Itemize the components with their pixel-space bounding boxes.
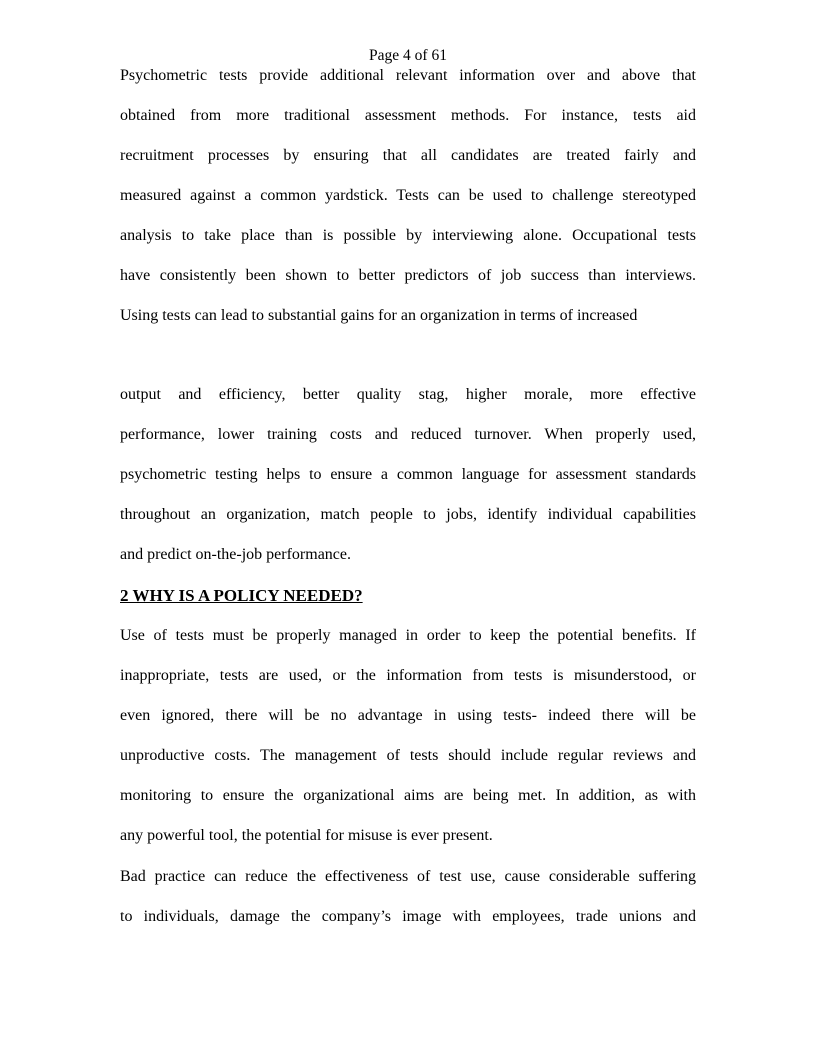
paragraph-line: Bad practice can reduce the effectiveness of test use, cause considerable suffering	[120, 868, 696, 885]
paragraph-line: obtained from more traditional assessment methods. For instance, tests aid	[120, 107, 696, 124]
paragraph-policy-need	[120, 616, 696, 856]
paragraph-psychometric-tests	[120, 56, 696, 336]
paragraph-benefits-continued	[120, 375, 696, 575]
paragraph-line: any powerful tool, the potential for misuse is ever present.	[120, 827, 493, 844]
paragraph-line: throughout an organization, match people to jobs, identify individual capabilities	[120, 506, 696, 523]
paragraph-line: to individuals, damage the company’s image with employees, trade unions and	[120, 908, 696, 925]
section-heading: 2 WHY IS A POLICY NEEDED?	[120, 586, 363, 605]
paragraph-line: measured against a common yardstick. Tests can be used to challenge stereotyped	[120, 187, 696, 204]
paragraph-line: Using tests can lead to substantial gains for an organization in terms of increased	[120, 307, 638, 324]
paragraph-line: performance, lower training costs and reduced turnover. When properly used,	[120, 426, 696, 443]
paragraph-line: output and efficiency, better quality stag, higher morale, more effective	[120, 386, 696, 403]
paragraph-line: recruitment processes by ensuring that all candidates are treated fairly and	[120, 147, 696, 164]
paragraph-bad-practice	[120, 857, 696, 937]
page-number-header: Page 4 of 61	[369, 47, 447, 64]
paragraph-line: Use of tests must be properly managed in order to keep the potential benefits. If	[120, 627, 696, 644]
paragraph-line: have consistently been shown to better predictors of job success than interviews.	[120, 267, 696, 284]
paragraph-line: Psychometric tests provide additional relevant information over and above that	[120, 67, 696, 84]
paragraph-line: and predict on-the-job performance.	[120, 546, 352, 563]
paragraph-line: analysis to take place than is possible by interviewing alone. Occupational tests	[120, 227, 696, 244]
paragraph-line: inappropriate, tests are used, or the information from tests is misunderstood, or	[120, 667, 696, 684]
paragraph-line: monitoring to ensure the organizational aims are being met. In addition, as with	[120, 787, 696, 804]
paragraph-line: psychometric testing helps to ensure a common language for assessment standards	[120, 466, 696, 483]
paragraph-line: unproductive costs. The management of tests should include regular reviews and	[120, 747, 696, 764]
paragraph-line: even ignored, there will be no advantage in using tests- indeed there will be	[120, 707, 696, 724]
